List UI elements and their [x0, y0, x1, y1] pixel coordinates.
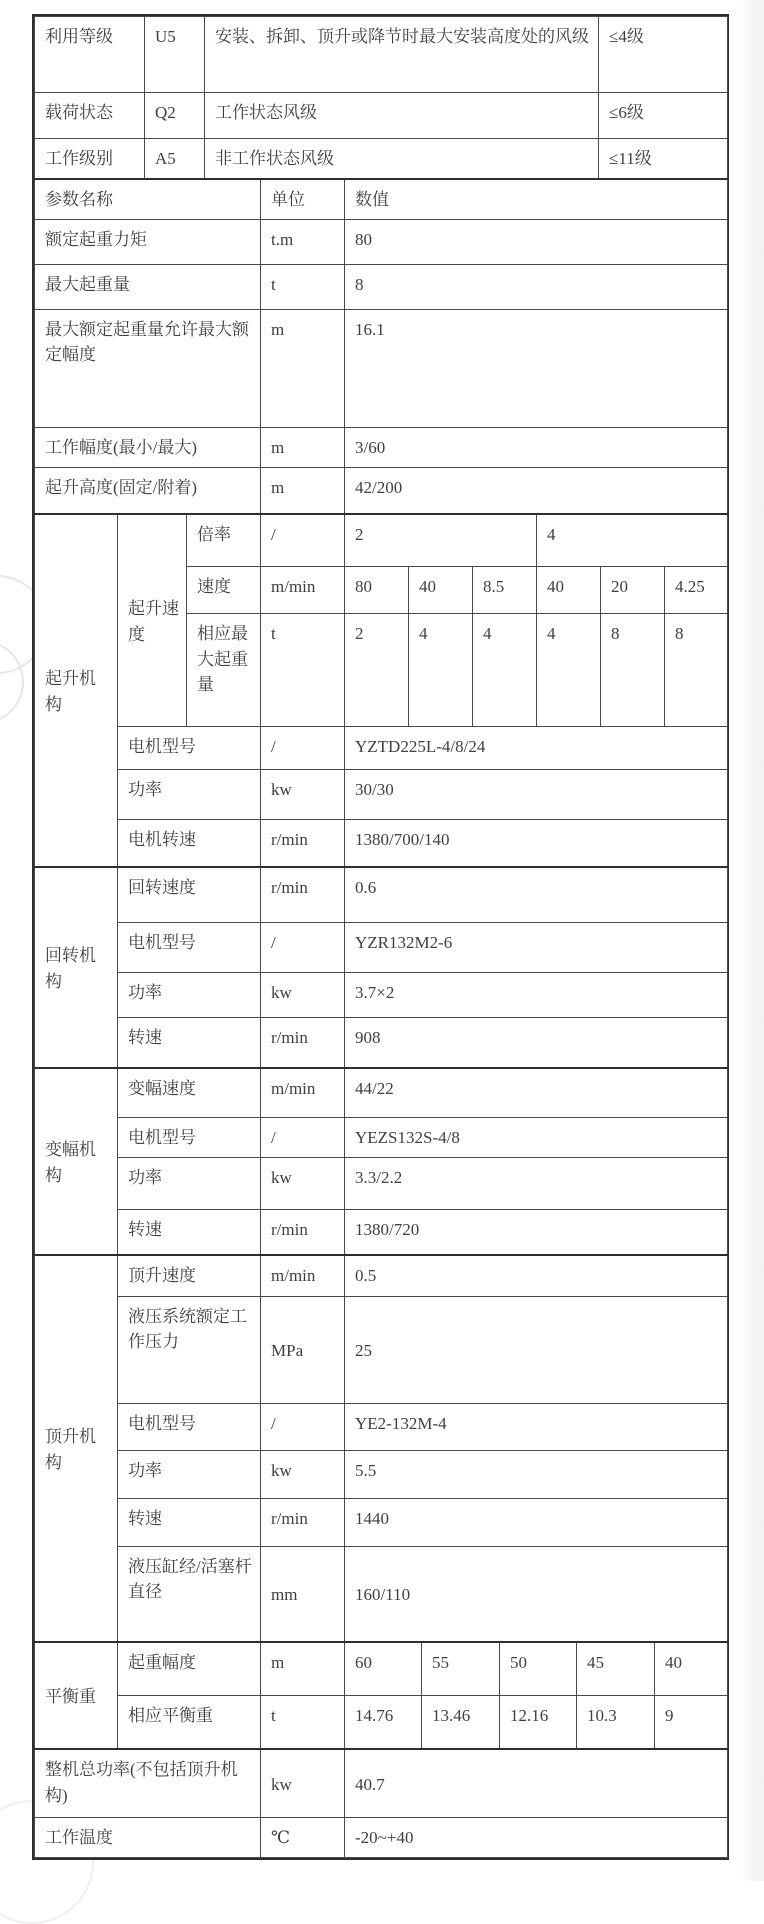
- class-label-cell: 利用等级: [35, 17, 145, 93]
- param-name-cell: 液压缸经/活塞杆直径: [118, 1546, 261, 1641]
- table-row: [35, 1546, 728, 1641]
- param-name-cell: 液压系统额定工作压力: [118, 1296, 261, 1403]
- unit-cell: r/min: [261, 1210, 345, 1255]
- value-cell: 8: [601, 614, 665, 727]
- param-name-cell: 电机型号: [118, 1403, 261, 1450]
- unit-cell: m: [261, 467, 345, 513]
- value-cell: 4: [537, 614, 601, 727]
- value-cell: 30/30: [345, 770, 728, 820]
- subgroup-cell-hoist-speed: 起升速度: [118, 514, 187, 727]
- table-row: [35, 1118, 728, 1158]
- value-cell: 3.3/2.2: [345, 1158, 728, 1210]
- param-name-cell: 功率: [118, 1158, 261, 1210]
- param-name-cell: 整机总功率(不包括顶升机构): [35, 1749, 261, 1817]
- param-name-cell: 工作温度: [35, 1817, 261, 1857]
- param-name-cell: 相应平衡重: [118, 1696, 261, 1749]
- value-cell: 80: [345, 219, 728, 264]
- param-name-cell: 回转速度: [118, 867, 261, 922]
- table-row: [35, 770, 728, 820]
- table-row: [35, 309, 728, 427]
- value-cell: 3.7×2: [345, 972, 728, 1017]
- unit-cell: t.m: [261, 219, 345, 264]
- page-right-shading: [738, 0, 764, 1881]
- param-name-header: 参数名称: [35, 179, 261, 219]
- hoist-section: [34, 513, 728, 868]
- table-row: [35, 1642, 728, 1696]
- footer-section: [34, 1748, 728, 1858]
- class-desc-cell: 非工作状态风级: [205, 139, 599, 179]
- unit-cell: /: [261, 922, 345, 972]
- value-cell: 2: [345, 614, 409, 727]
- param-name-cell: 转速: [118, 1498, 261, 1546]
- group-cell-hoist: 起升机构: [35, 514, 118, 867]
- value-cell: 10.3: [577, 1696, 655, 1749]
- param-name-cell: 电机转速: [118, 820, 261, 867]
- table-row: [35, 1498, 728, 1546]
- value-cell: 0.5: [345, 1255, 728, 1296]
- value-header: 数值: [345, 179, 728, 219]
- param-name-cell: 速度: [187, 567, 261, 614]
- param-name-cell: 功率: [118, 770, 261, 820]
- unit-cell: r/min: [261, 1498, 345, 1546]
- table-row: [35, 1817, 728, 1857]
- value-cell: YE2-132M-4: [345, 1403, 728, 1450]
- value-cell: 12.16: [500, 1696, 577, 1749]
- param-name-cell: 相应最大起重量: [187, 614, 261, 727]
- value-cell: 8.5: [473, 567, 537, 614]
- param-name-cell: 转速: [118, 1017, 261, 1067]
- unit-cell: m: [261, 1642, 345, 1696]
- param-name-cell: 最大额定起重量允许最大额定幅度: [35, 309, 261, 427]
- param-name-cell: 起重幅度: [118, 1642, 261, 1696]
- unit-cell: m/min: [261, 1068, 345, 1118]
- param-name-cell: 转速: [118, 1210, 261, 1255]
- unit-cell: /: [261, 727, 345, 770]
- table-row: [35, 467, 728, 513]
- param-name-cell: 电机型号: [118, 922, 261, 972]
- table-row: [35, 514, 728, 567]
- jacking-section: [34, 1254, 728, 1642]
- class-label-cell: 载荷状态: [35, 93, 145, 139]
- table-row: [35, 219, 728, 264]
- unit-cell: MPa: [261, 1296, 345, 1403]
- value-cell: 1380/720: [345, 1210, 728, 1255]
- unit-cell: r/min: [261, 867, 345, 922]
- table-row: [35, 427, 728, 467]
- table-row: [35, 1068, 728, 1118]
- value-cell: 5.5: [345, 1450, 728, 1498]
- value-cell: 60: [345, 1642, 422, 1696]
- table-row: [35, 1403, 728, 1450]
- value-cell: 20: [601, 567, 665, 614]
- value-cell: 3/60: [345, 427, 728, 467]
- param-name-cell: 额定起重力矩: [35, 219, 261, 264]
- slewing-section: [34, 866, 728, 1068]
- table-row: [35, 1749, 728, 1817]
- value-cell: 14.76: [345, 1696, 422, 1749]
- class-desc-cell: 安装、拆卸、顶升或降节时最大安装高度处的风级: [205, 17, 599, 93]
- class-desc-cell: 工作状态风级: [205, 93, 599, 139]
- param-name-cell: 工作幅度(最小/最大): [35, 427, 261, 467]
- value-cell: -20~+40: [345, 1817, 728, 1857]
- unit-cell: kw: [261, 1749, 345, 1817]
- unit-cell: /: [261, 514, 345, 567]
- unit-cell: mm: [261, 1546, 345, 1641]
- param-name-cell: 功率: [118, 1450, 261, 1498]
- value-cell: YZR132M2-6: [345, 922, 728, 972]
- group-cell-slewing: 回转机构: [35, 867, 118, 1067]
- param-name-cell: 起升高度(固定/附着): [35, 467, 261, 513]
- value-cell: 40.7: [345, 1749, 728, 1817]
- value-cell: 42/200: [345, 467, 728, 513]
- table-row: [35, 1255, 728, 1296]
- table-row: [35, 727, 728, 770]
- spec-table: [32, 14, 729, 1860]
- unit-header: 单位: [261, 179, 345, 219]
- value-cell: 44/22: [345, 1068, 728, 1118]
- counterweight-section: [34, 1641, 728, 1750]
- unit-cell: kw: [261, 1450, 345, 1498]
- value-cell: YZTD225L-4/8/24: [345, 727, 728, 770]
- unit-cell: /: [261, 1118, 345, 1158]
- class-code-cell: A5: [145, 139, 205, 179]
- value-cell: 4.25: [665, 567, 728, 614]
- value-cell: 80: [345, 567, 409, 614]
- unit-cell: r/min: [261, 1017, 345, 1067]
- group-cell-counterweight: 平衡重: [35, 1642, 118, 1749]
- value-cell: 4: [409, 614, 473, 727]
- unit-cell: ℃: [261, 1817, 345, 1857]
- value-cell: 0.6: [345, 867, 728, 922]
- table-row: [35, 1696, 728, 1749]
- class-code-cell: U5: [145, 17, 205, 93]
- unit-cell: m: [261, 309, 345, 427]
- unit-cell: /: [261, 1403, 345, 1450]
- table-row: [35, 820, 728, 867]
- classification-section: [34, 16, 728, 179]
- param-name-cell: 功率: [118, 972, 261, 1017]
- param-name-cell: 最大起重量: [35, 264, 261, 309]
- table-row: [35, 867, 728, 922]
- value-cell: 4: [473, 614, 537, 727]
- table-row: [35, 1158, 728, 1210]
- value-cell: 9: [655, 1696, 728, 1749]
- value-cell: 25: [345, 1296, 728, 1403]
- class-label-cell: 工作级别: [35, 139, 145, 179]
- value-cell: YEZS132S-4/8: [345, 1118, 728, 1158]
- value-cell: 55: [422, 1642, 500, 1696]
- table-row: [35, 264, 728, 309]
- unit-cell: m/min: [261, 567, 345, 614]
- unit-cell: r/min: [261, 820, 345, 867]
- table-row: [35, 17, 728, 93]
- table-row: [35, 93, 728, 139]
- table-row: [35, 1017, 728, 1067]
- value-cell: 908: [345, 1017, 728, 1067]
- value-cell: 40: [409, 567, 473, 614]
- class-limit-cell: ≤6级: [599, 93, 728, 139]
- param-name-cell: 电机型号: [118, 1118, 261, 1158]
- table-header-row: [35, 179, 728, 219]
- table-row: [35, 1296, 728, 1403]
- class-code-cell: Q2: [145, 93, 205, 139]
- unit-cell: t: [261, 264, 345, 309]
- class-limit-cell: ≤11级: [599, 139, 728, 179]
- table-row: [35, 972, 728, 1017]
- value-cell: 4: [537, 514, 728, 567]
- value-cell: 160/110: [345, 1546, 728, 1641]
- value-cell: 40: [655, 1642, 728, 1696]
- unit-cell: kw: [261, 1158, 345, 1210]
- value-cell: 2: [345, 514, 537, 567]
- param-name-cell: 电机型号: [118, 727, 261, 770]
- unit-cell: t: [261, 614, 345, 727]
- luffing-section: [34, 1067, 728, 1256]
- value-cell: 45: [577, 1642, 655, 1696]
- group-cell-luffing: 变幅机构: [35, 1068, 118, 1255]
- value-cell: 8: [665, 614, 728, 727]
- table-row: [35, 1450, 728, 1498]
- table-row: [35, 922, 728, 972]
- value-cell: 16.1: [345, 309, 728, 427]
- unit-cell: m/min: [261, 1255, 345, 1296]
- param-name-cell: 倍率: [187, 514, 261, 567]
- unit-cell: kw: [261, 770, 345, 820]
- table-row: [35, 139, 728, 179]
- value-cell: 1440: [345, 1498, 728, 1546]
- unit-cell: m: [261, 427, 345, 467]
- value-cell: 8: [345, 264, 728, 309]
- group-cell-jacking: 顶升机构: [35, 1255, 118, 1641]
- value-cell: 13.46: [422, 1696, 500, 1749]
- unit-cell: t: [261, 1696, 345, 1749]
- unit-cell: kw: [261, 972, 345, 1017]
- class-limit-cell: ≤4级: [599, 17, 728, 93]
- param-name-cell: 顶升速度: [118, 1255, 261, 1296]
- param-name-cell: 变幅速度: [118, 1068, 261, 1118]
- value-cell: 50: [500, 1642, 577, 1696]
- basic-parameters-section: [34, 178, 728, 514]
- value-cell: 1380/700/140: [345, 820, 728, 867]
- table-row: [35, 1210, 728, 1255]
- value-cell: 40: [537, 567, 601, 614]
